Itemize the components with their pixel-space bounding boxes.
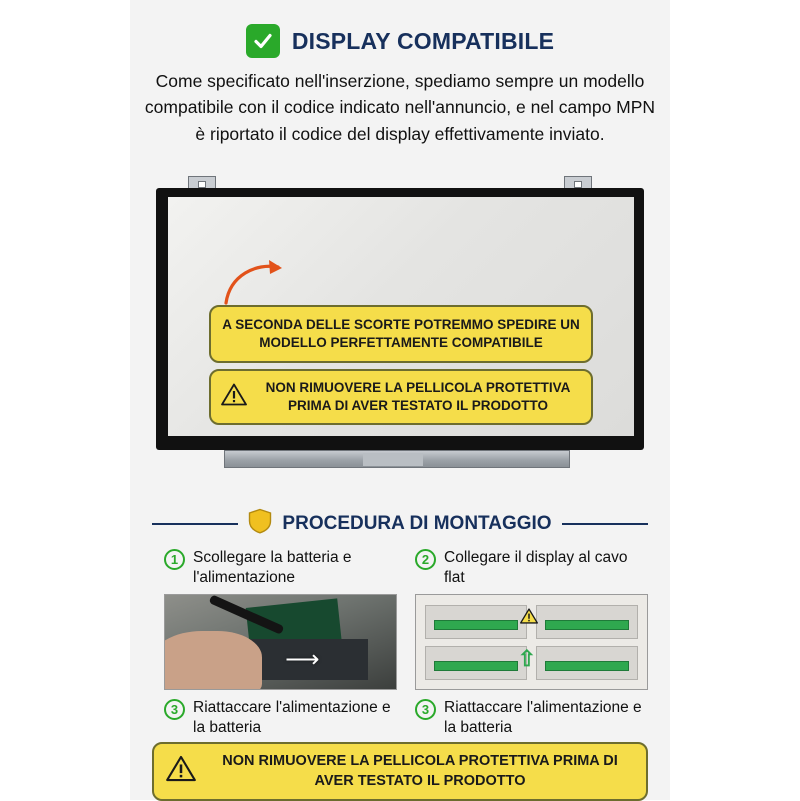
warning-triangle-icon bbox=[520, 608, 538, 629]
shield-icon bbox=[248, 508, 272, 539]
step-number: 1 bbox=[164, 549, 185, 570]
curved-arrow-icon bbox=[220, 257, 290, 307]
step-text: Scollegare la batteria e l'alimentazione bbox=[193, 549, 352, 587]
divider-right bbox=[562, 523, 648, 525]
step-text: Riattaccare l'alimentazione e la batteria bbox=[444, 699, 642, 737]
intro-text: Come specificato nell'inserzione, spediamo sempre un modello compatibile con il codice indicato nell'annuncio, e nel campo MPN è riportato il codice del display effettivamente inviato. bbox=[144, 71, 656, 144]
check-box-icon bbox=[246, 24, 280, 58]
callout-protective-film bbox=[209, 369, 593, 425]
panel-bezel bbox=[156, 188, 644, 450]
callout-protective-film-text: NON RIMUOVERE LA PELLICOLA PROTETTIVA PRIMA DI AVER TESTATO IL PRODOTTO bbox=[265, 380, 571, 414]
step-3-right bbox=[403, 690, 648, 744]
step-text: Riattaccare l'alimentazione e la batteria bbox=[193, 699, 391, 737]
step-number: 3 bbox=[415, 699, 436, 720]
photo-hand bbox=[164, 631, 262, 690]
laptop-internals-photo bbox=[164, 594, 397, 690]
divider-left bbox=[152, 523, 238, 525]
step-1 bbox=[152, 540, 397, 594]
procedure-header bbox=[152, 508, 648, 539]
panel-bottom-strip bbox=[224, 450, 570, 468]
panel-screen bbox=[168, 197, 634, 436]
bottom-warning-banner bbox=[152, 742, 648, 801]
bottom-warning-text: NON RIMUOVERE LA PELLICOLA PROTETTIVA PRIMA DI AVER TESTATO IL PRODOTTO bbox=[222, 753, 618, 789]
procedure-steps bbox=[152, 540, 648, 745]
flat-cable-connectors-photo bbox=[415, 594, 648, 690]
white-arrow-icon: ⟶ bbox=[285, 645, 320, 673]
step-2 bbox=[403, 540, 648, 594]
step-number: 2 bbox=[415, 549, 436, 570]
procedure-title: PROCEDURA DI MONTAGGIO bbox=[282, 512, 552, 534]
step-3-left bbox=[152, 690, 397, 744]
page-title: DISPLAY COMPATIBILE bbox=[291, 27, 555, 54]
step-number: 3 bbox=[164, 699, 185, 720]
photo-flat-cable bbox=[545, 620, 628, 630]
photo-flat-cable bbox=[545, 661, 628, 671]
step-text: Collegare il display al cavo flat bbox=[444, 549, 628, 587]
warning-triangle-icon bbox=[166, 755, 196, 789]
green-arrow-icon: ⇧ bbox=[517, 645, 537, 671]
warning-triangle-icon bbox=[221, 383, 247, 411]
callout-compatible-model: A SECONDA DELLE SCORTE POTREMMO SPEDIRE UN MODELLO PERFETTAMENTE COMPATIBILE bbox=[209, 305, 593, 363]
photo-flat-cable bbox=[434, 620, 517, 630]
photo-flat-cable bbox=[434, 661, 517, 671]
display-panel-illustration bbox=[152, 176, 648, 486]
header bbox=[130, 24, 670, 58]
